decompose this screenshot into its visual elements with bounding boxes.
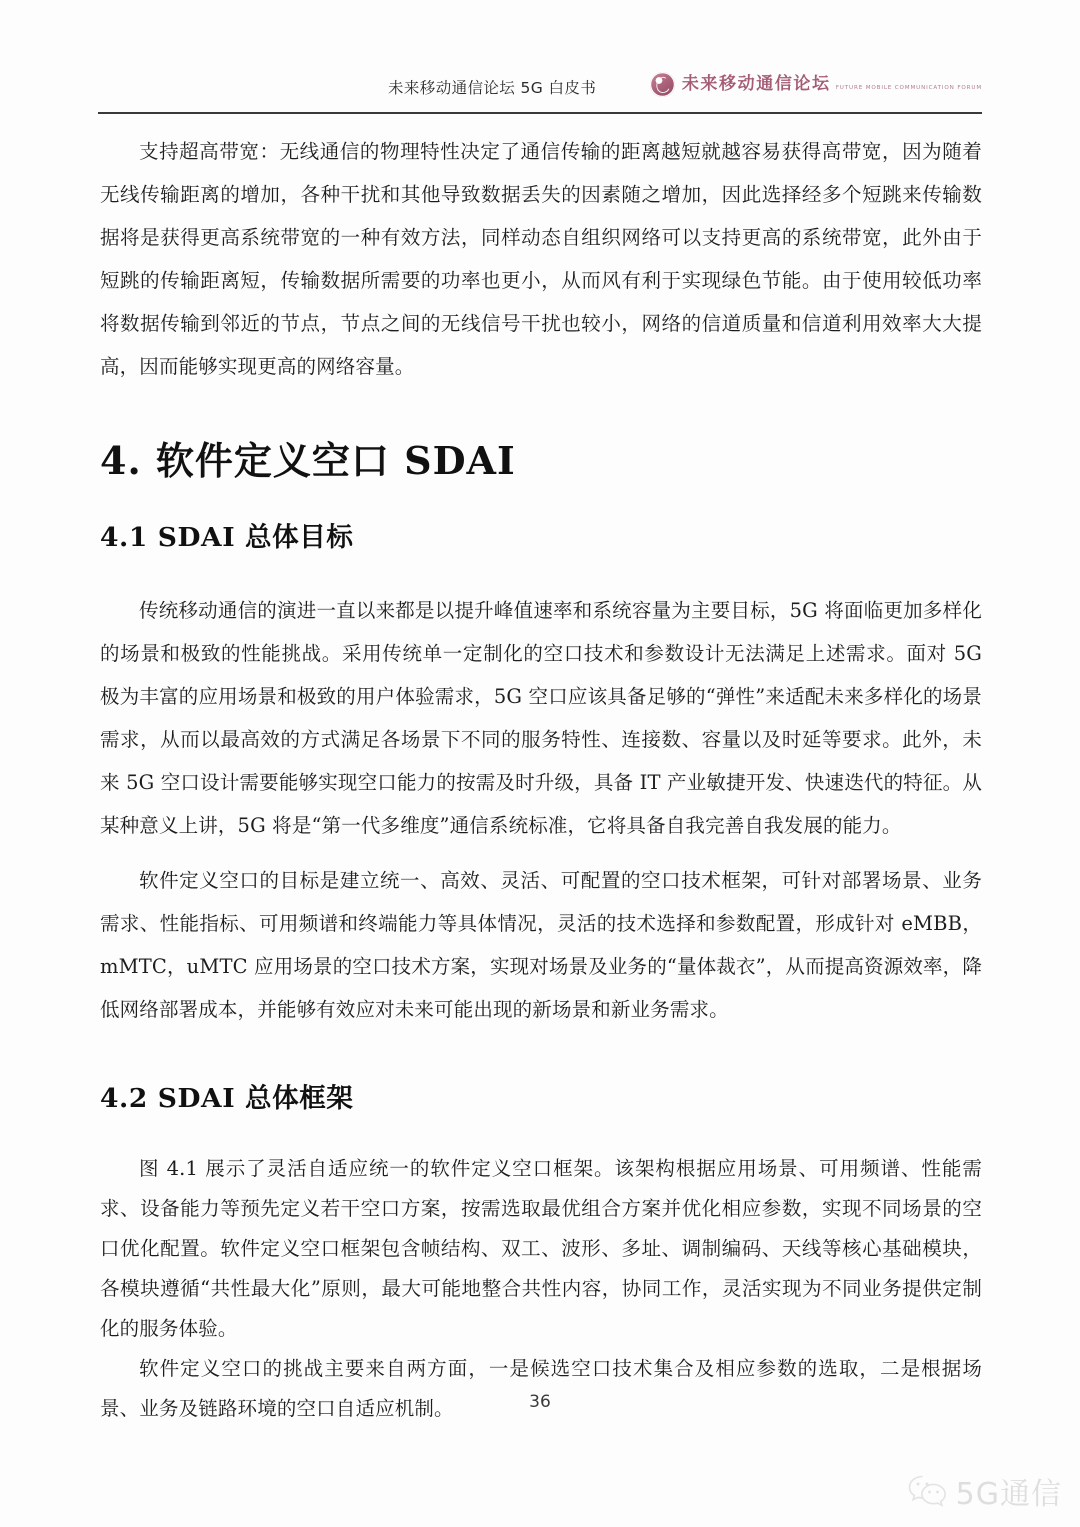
spacer xyxy=(100,388,982,438)
spacer xyxy=(100,1115,982,1149)
paragraph-4-2-figure-description: 图 4.1 展示了灵活自适应统一的软件定义空口框架。该架构根据应用场景、可用频谱、性能需求、设备能力等预先定义若干空口方案，按需选取最优组合方案并优化相应参数，实现不同场景的空口优化配置。软件定义空口框架包含帧结构、双工、波形、多址、调制编码、天线等核心基础模块，各模块遵循“共性最大化”原则，最大可能地整合共性内容，协同工作，灵活实现为不同业务提供定制化的服务体验。 xyxy=(100,1157,982,1341)
forum-logo-english-name: FUTURE MOBILE COMMUNICATION FORUM xyxy=(835,85,982,91)
watermark-label: 5G通信 xyxy=(955,1477,1062,1512)
forum-logo-icon xyxy=(650,72,675,97)
forum-logo-text xyxy=(682,76,982,93)
spacer xyxy=(100,847,982,859)
page-content xyxy=(100,130,982,1429)
paragraph-4-1-framework-goal: 软件定义空口的目标是建立统一、高效、灵活、可配置的空口技术框架，可针对部署场景、业务需求、性能指标、可用频谱和终端能力等具体情况，灵活的技术选择和参数配置，形成针对 eMBB，mMTC，uMTC 应用场景的空口技术方案，实现对场景及业务的“量体裁衣”，从而提高资源效率，降低网络部署成本，并能够有效应对未来可能出现的新场景和新业务需求。 xyxy=(100,869,982,1022)
spacer xyxy=(100,484,982,522)
chapter-heading-4: 4. 软件定义空口 SDAI xyxy=(100,438,516,483)
paragraph-ultra-high-bandwidth xyxy=(100,130,982,388)
section-heading-4-1: 4.1 SDAI 总体目标 xyxy=(100,521,354,553)
wechat-icon xyxy=(906,1473,950,1509)
header-title: 未来移动通信论坛 5G 白皮书 xyxy=(388,79,597,97)
wechat-watermark xyxy=(906,1469,1062,1513)
paragraph-body-text: 无线通信的物理特性决定了通信传输的距离越短就越容易获得高带宽，因为随着无线传输距离的增加，各种干扰和其他导致数据丢失的因素随之增加，因此选择经多个短跳来传输数据将是获得更高系统带宽的一种有效方法，同样动态自组织网络可以支持更高的系统带宽，此外由于短跳的传输距离短，传输数据所需要的功率也更小，从而风有利于实现绿色节能。由于使用较低功率将数据传输到邻近的节点，节点之间的无线信号干扰也较小，网络的信道质量和信道利用效率大大提高，因而能够实现更高的网络容量。 xyxy=(100,140,982,378)
spacer xyxy=(100,1031,982,1083)
section-heading-4-2: 4.2 SDAI 总体框架 xyxy=(100,1083,354,1115)
forum-logo-chinese-name: 未来移动通信论坛 xyxy=(681,74,831,94)
paragraph-4-1-overall-goal: 传统移动通信的演进一直以来都是以提升峰值速率和系统容量为主要目标，5G 将面临更加多样化的场景和极致的性能挑战。采用传统单一定制化的空口技术和参数设计无法满足上述需求。面对 5G 极为丰富的应用场景和极致的用户体验需求，5G 空口应该具备足够的“弹性”来适配未来多样化的场景需求，从而以最高效的方式满足各场景下不同的服务特性、连接数、容量以及时延等要求。此外，未来 5G 空口设计需要能够实现空口能力的按需及时升级，具备 IT 产业敏捷开发、快速迭代的特征。从某种意义上讲，5G 将是“第一代多维度”通信系统标准，它将具备自我完善自我发展的能力。 xyxy=(100,599,982,838)
spacer xyxy=(100,553,982,589)
paragraph-4-2-challenges: 软件定义空口的挑战主要来自两方面，一是候选空口技术集合及相应参数的选取，二是根据场景、业务及链路环境的空口自适应机制。 xyxy=(100,1357,982,1421)
header-divider-rule xyxy=(98,112,982,114)
paragraph-lead-term: 支持超高带宽： xyxy=(139,140,280,163)
forum-logo xyxy=(650,72,982,97)
page-number: 36 xyxy=(529,1392,551,1412)
page-header xyxy=(98,72,982,116)
